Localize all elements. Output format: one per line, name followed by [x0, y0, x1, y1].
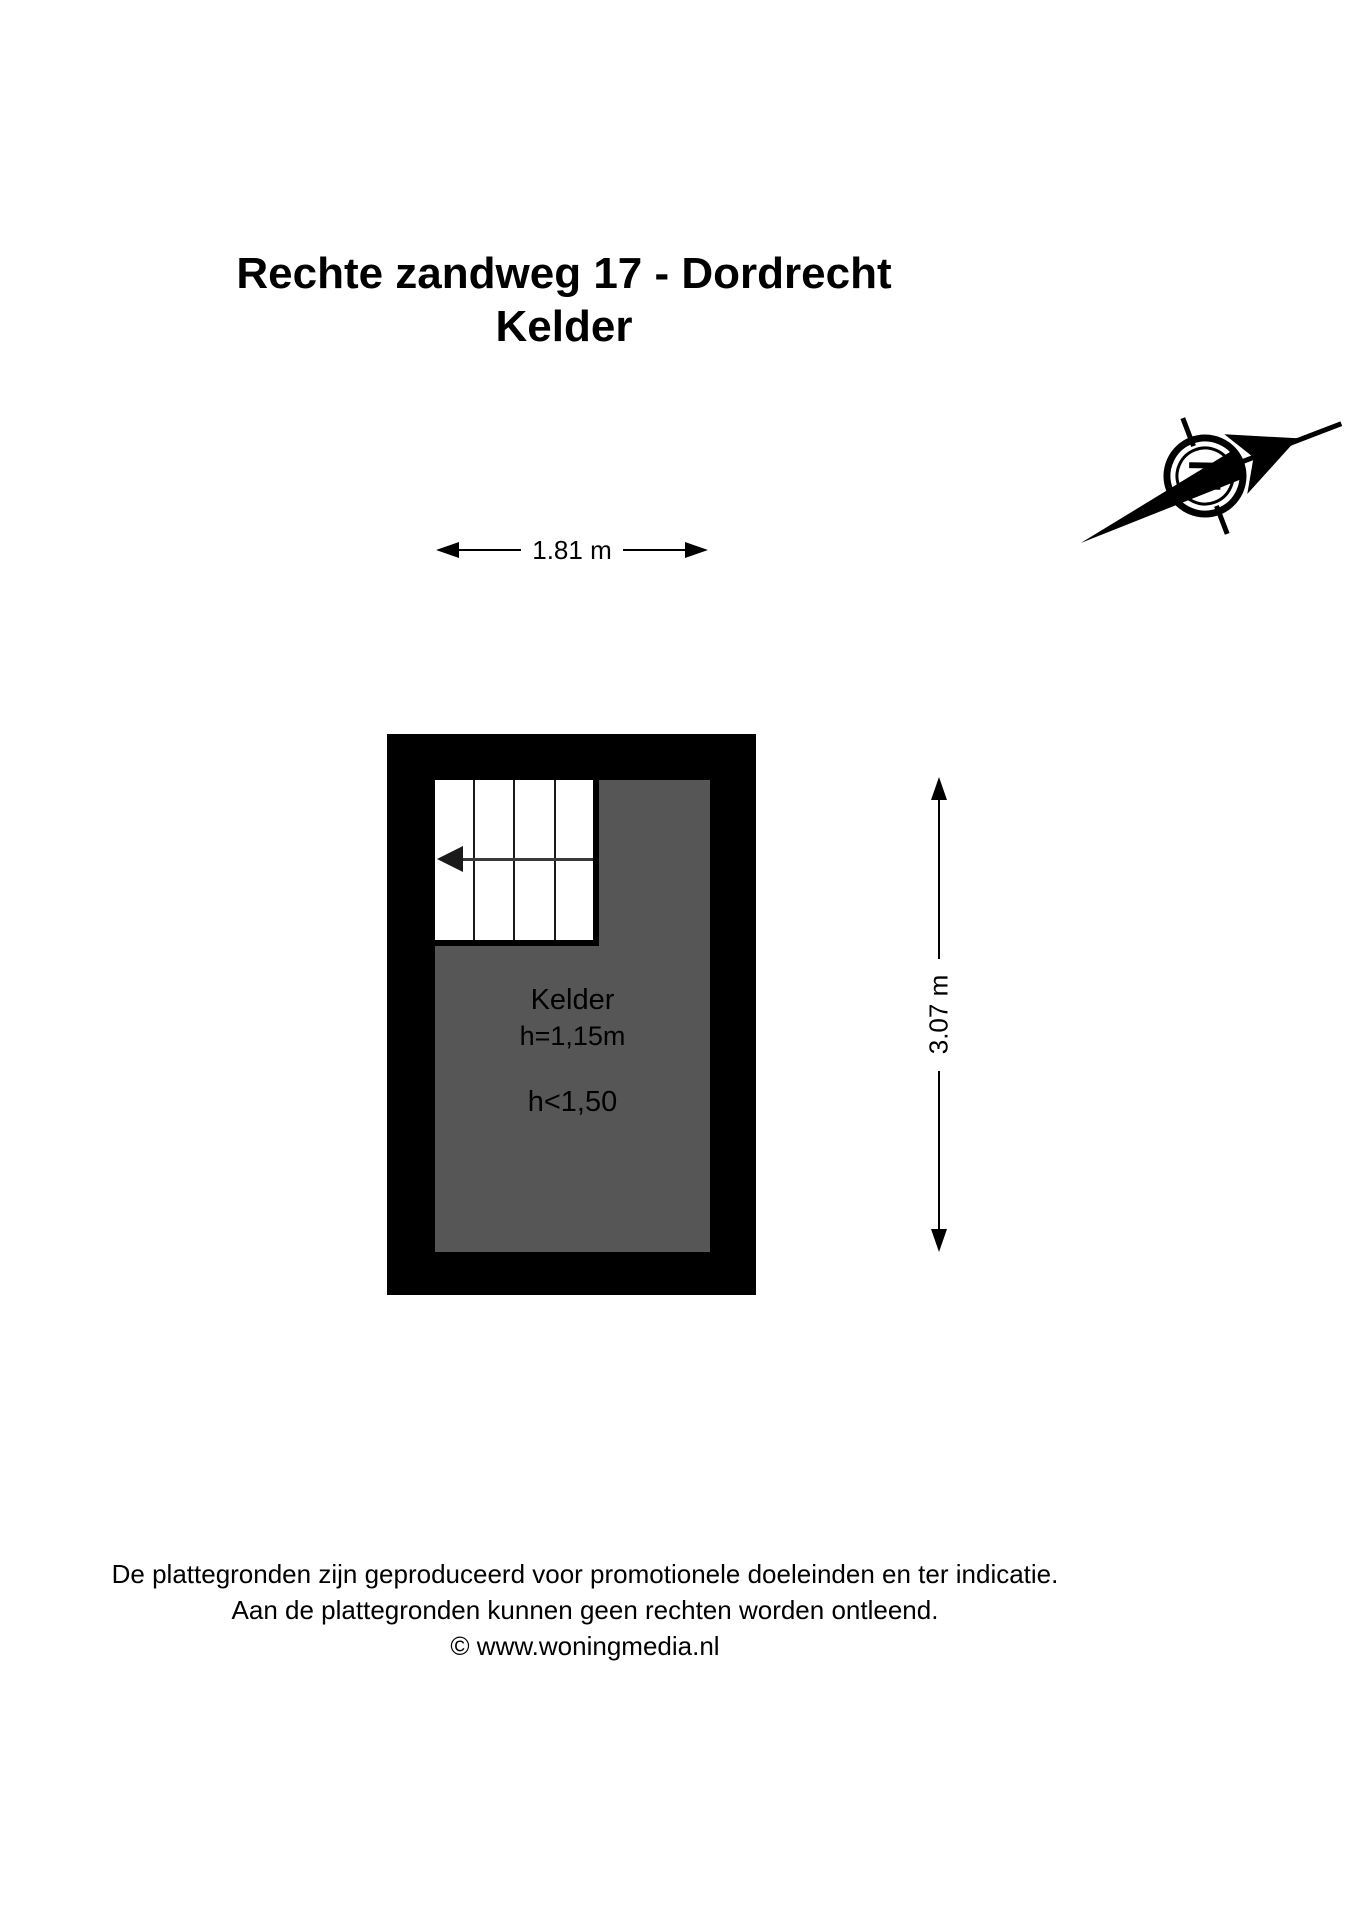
title-floor-name: Kelder — [495, 302, 633, 351]
height-dimension-label-box — [925, 959, 953, 1071]
stair-mid-line — [452, 858, 593, 861]
dim-line — [459, 549, 521, 551]
compass-north-label: N — [1178, 458, 1232, 494]
footer-disclaimer — [112, 1556, 1059, 1664]
footer-line-1: De plattegronden zijn geproduceerd voor promotionele doeleinden en ter indicatie. — [111, 1559, 1059, 1589]
room-ceiling-height-label: h=1,15m — [519, 1021, 626, 1051]
stairs — [435, 780, 599, 946]
dim-arrow-right-icon — [685, 542, 708, 558]
dim-line — [938, 800, 940, 959]
dim-arrow-up-icon — [931, 777, 947, 800]
width-dimension — [436, 536, 708, 564]
north-compass-icon — [1055, 361, 1355, 591]
footer-copyright: © www.woningmedia.nl — [450, 1631, 720, 1661]
height-dimension-label: 3.07 m — [923, 974, 954, 1055]
title-address: Rechte zandweg 17 - Dordrecht — [236, 249, 892, 298]
dim-arrow-left-icon — [436, 542, 459, 558]
dim-arrow-down-icon — [931, 1229, 947, 1252]
room-name-label: Kelder — [530, 984, 615, 1016]
floorplan — [387, 734, 756, 1295]
width-dimension-label: 1.81 m — [532, 534, 612, 565]
room-height-note-label: h<1,50 — [527, 1086, 618, 1118]
stair-direction-arrow-icon — [437, 846, 463, 872]
footer-line-2: Aan de plattegronden kunnen geen rechten worden ontleend. — [231, 1595, 939, 1625]
dim-line — [938, 1071, 940, 1230]
height-dimension — [925, 777, 953, 1252]
page-title — [236, 247, 891, 353]
dim-line — [623, 549, 685, 551]
